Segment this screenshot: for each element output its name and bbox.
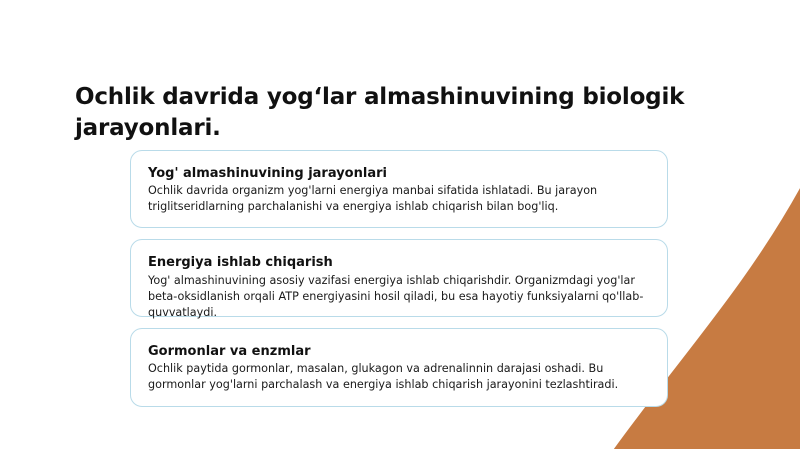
card-heading: Energiya ishlab chiqarish [148,255,333,270]
card-fat-metabolism [130,150,668,228]
card-heading: Yog' almashinuvining jarayonlari [148,166,387,181]
card-energy-production [130,239,668,317]
card-text: Ochlik davrida organizm yog'larni energiya manbai sifatida ishlatadi. Bu jarayon triglitseridlarning parchalanishi va energiya ishlab chiqarish bilan bog'liq. [148,184,598,213]
card-heading: Gormonlar va enzmlar [148,344,311,359]
card-text: Ochlik paytida gormonlar, masalan, glukagon va adrenalinnin darajasi oshadi. Bu gormonlar yog'larni parchalash va energiya ishlab chiqarish jarayonini tezlashtiradi. [148,362,619,391]
card-hormones-enzymes [130,328,668,407]
card-text: Yog' almashinuvining asosiy vazifasi energiya ishlab chiqarishdir. Organizmdagi yog'lar beta-oksidlanish orqali ATP energiyasini hosil qiladi, bu esa hayotiy funksiyalarni qo'llab-quvvatlaydi. [148,274,644,319]
slide-title: Ochlik davrida yog‘lar almashinuvining biologik jarayonlari. [75,84,685,141]
